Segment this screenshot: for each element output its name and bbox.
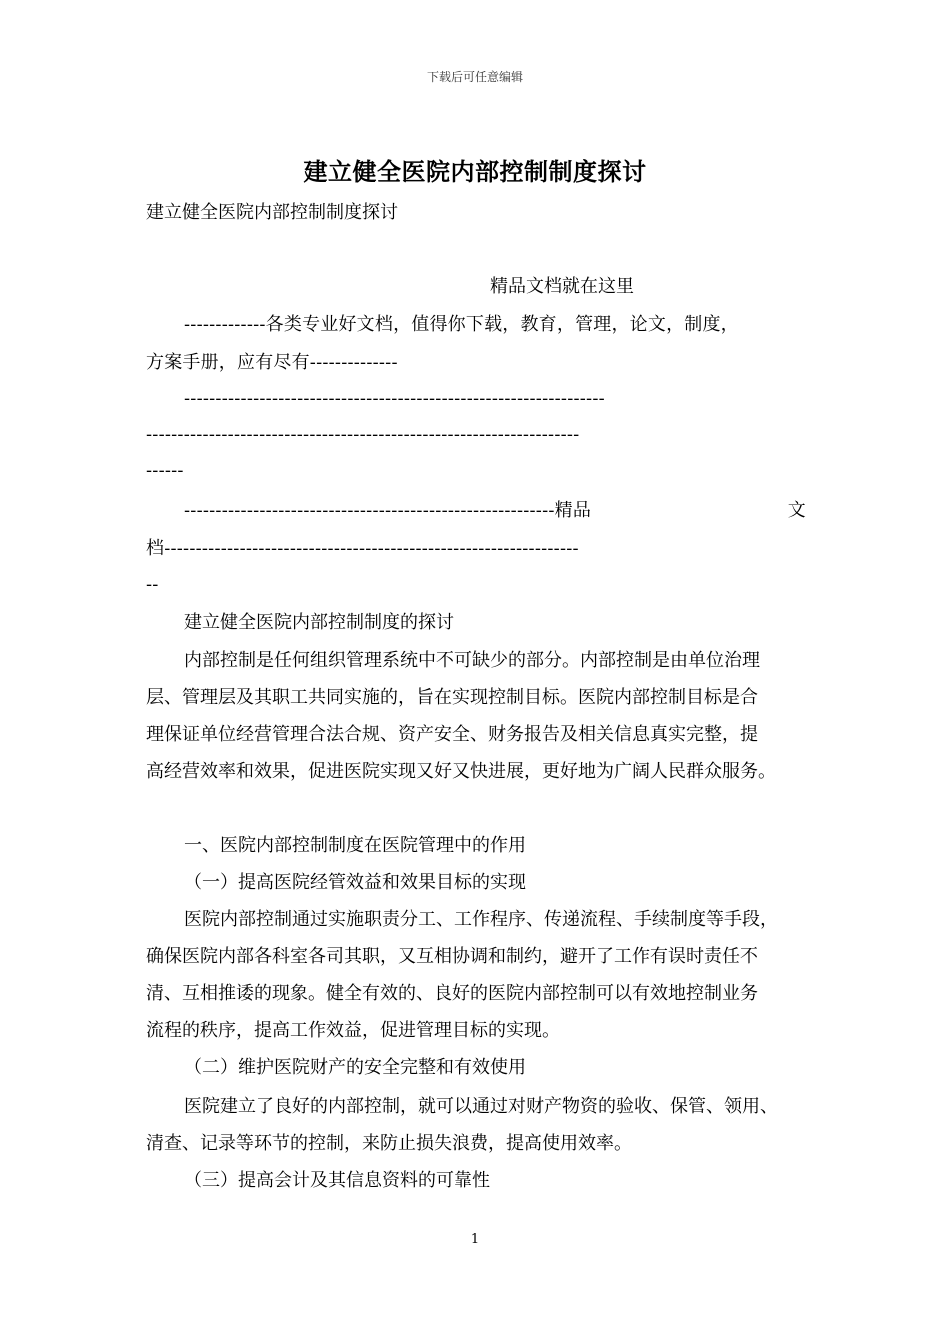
- intro-line-3: 理保证单位经营管理合法合规、资产安全、财务报告及相关信息真实完整，提: [146, 724, 758, 745]
- para1-line-1: 医院内部控制通过实施职责分工、工作程序、传递流程、手续制度等手段，: [184, 909, 778, 930]
- dash-line-4-left: -----------------------------------------------------------精品: [184, 500, 592, 521]
- promo-heading: 精品文档就在这里: [490, 276, 634, 297]
- dash-line-1: -------------------------------------------------------------------: [184, 388, 605, 409]
- page-number: 1: [470, 1232, 480, 1247]
- header-note: 下载后可任意编辑: [426, 70, 523, 84]
- para2-line-1: 医院建立了良好的内部控制，就可以通过对财产物资的验收、保管、领用、: [184, 1096, 778, 1117]
- section-title: 建立健全医院内部控制制度的探讨: [184, 612, 454, 633]
- intro-line-2: 层、管理层及其职工共同实施的，旨在实现控制目标。医院内部控制目标是合: [146, 687, 758, 708]
- para1-line-3: 清、互相推诿的现象。健全有效的、良好的医院内部控制可以有效地控制业务: [146, 983, 758, 1004]
- para2-line-2: 清查、记录等环节的控制，来防止损失浪费，提高使用效率。: [146, 1133, 632, 1154]
- subtitle: 建立健全医院内部控制制度探讨: [146, 202, 398, 223]
- document-title: 建立健全医院内部控制制度探讨: [303, 157, 647, 186]
- dash-line-2: ---------------------------------------------------------------------: [146, 424, 580, 445]
- dash-line-5: 档------------------------------------------------------------------: [146, 538, 579, 559]
- dash-line-4-right: 文: [787, 500, 806, 521]
- dash-line-3: ------: [146, 460, 184, 481]
- subheading-3: （三）提高会计及其信息资料的可靠性: [184, 1170, 490, 1191]
- intro-line-1: 内部控制是任何组织管理系统中不可缺少的部分。内部控制是由单位治理: [184, 650, 760, 671]
- subheading-1: （一）提高医院经管效益和效果目标的实现: [184, 872, 526, 893]
- promo-line-2: 方案手册，应有尽有--------------: [146, 352, 398, 373]
- para1-line-4: 流程的秩序，提高工作效益，促进管理目标的实现。: [146, 1020, 560, 1041]
- promo-line-1: -------------各类专业好文档，值得你下载，教育，管理，论文，制度，: [184, 314, 739, 335]
- intro-line-4: 高经营效率和效果，促进医院实现又好又快进展，更好地为广阔人民群众服务。: [146, 761, 776, 782]
- subheading-2: （二）维护医院财产的安全完整和有效使用: [184, 1057, 526, 1078]
- dash-line-4: [184, 500, 806, 522]
- heading-1: 一、医院内部控制制度在医院管理中的作用: [184, 835, 526, 856]
- para1-line-2: 确保医院内部各科室各司其职，又互相协调和制约，避开了工作有误时责任不: [146, 946, 758, 967]
- dash-line-6: --: [146, 574, 159, 595]
